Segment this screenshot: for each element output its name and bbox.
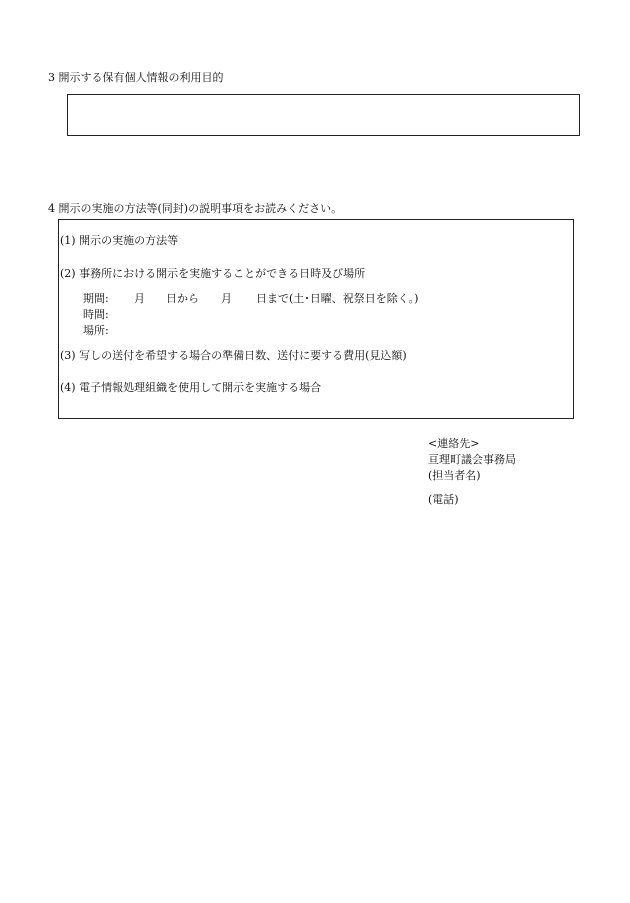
contact-person: (担当者名)	[428, 469, 481, 482]
section-3-heading: 3 開示する保有個人情報の利用目的	[48, 71, 224, 84]
item-1-label: (1) 開示の実施の方法等	[60, 234, 179, 247]
section-4-heading: 4 開示の実施の方法等(同封)の説明事項をお読みください。	[48, 202, 343, 215]
contact-phone: (電話)	[428, 493, 459, 506]
disclosure-method-box	[58, 219, 574, 419]
period-from: 日から	[166, 292, 199, 305]
contact-heading: <連絡先>	[428, 437, 480, 450]
period-month-1: 月	[134, 292, 145, 305]
item-2-label: (2) 事務所における開示を実施することができる日時及び場所	[60, 267, 366, 280]
time-label: 時間:	[83, 308, 109, 321]
place-label: 場所:	[83, 324, 109, 337]
period-label: 期間:	[83, 292, 109, 305]
contact-office: 亘理町議会事務局	[428, 453, 516, 466]
item-4-label: (4) 電子情報処理組織を使用して開示を実施する場合	[60, 381, 322, 394]
period-until: 日まで(土･日曜、祝祭日を除く。)	[256, 292, 419, 305]
purpose-of-use-field[interactable]	[67, 94, 580, 136]
item-3-label: (3) 写しの送付を希望する場合の準備日数、送付に要する費用(見込額)	[60, 349, 407, 362]
period-month-2: 月	[221, 292, 232, 305]
